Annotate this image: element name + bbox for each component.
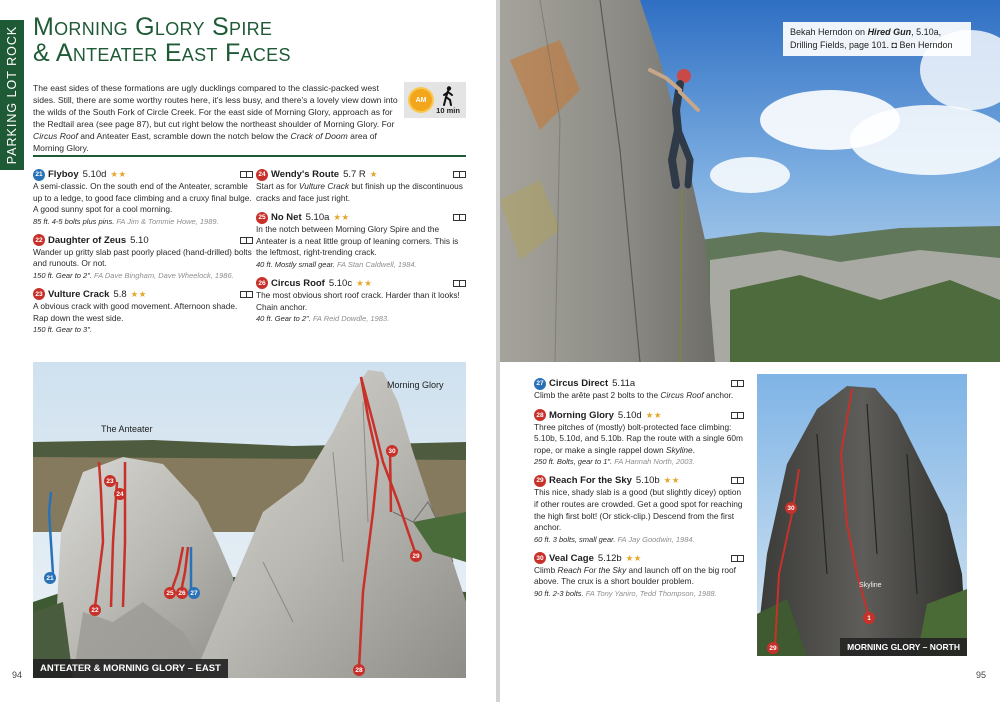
topo-marker-21: 21 — [44, 572, 56, 584]
route-description: A semi-classic. On the south end of the Anteater, scramble up to a ledge, to good face climbing and a cruxy final bulge. A good sunny spot for a cool morning. — [33, 181, 252, 215]
title-divider — [33, 155, 466, 157]
route-grade: 5.10c — [328, 277, 353, 289]
page-number-right: 95 — [975, 670, 986, 680]
route-stars: ★★ — [663, 475, 680, 486]
route-24 — [256, 168, 466, 204]
route-number-badge: 22 — [33, 234, 45, 246]
route-grade: 5.10b — [635, 475, 660, 487]
tick-box-icon[interactable] — [731, 555, 744, 562]
route-number-badge: 21 — [33, 169, 45, 181]
route-26 — [256, 277, 466, 324]
route-name: Morning Glory — [549, 409, 614, 421]
route-stars: ★★ — [356, 277, 373, 288]
tick-box-icon[interactable] — [240, 171, 253, 178]
topo-photo-east — [33, 362, 466, 678]
route-name: Flyboy — [48, 169, 79, 180]
photo-credit: Bekah Herndon on Hired Gun, 5.10a, Drilling Fields, page 101. ◘ Ben Herndon — [783, 22, 971, 56]
intro-emphasis-1: Circus Roof — [33, 131, 78, 142]
topo-marker-26: 26 — [176, 587, 188, 599]
page-number-left: 94 — [12, 670, 23, 680]
route-description: The most obvious short roof crack. Harder than it looks! Chain anchor. — [256, 289, 460, 312]
first-ascent: FA Reid Dowdle, 1983. — [312, 314, 390, 324]
route-grade: 5.10d — [617, 409, 642, 421]
intro-paragraph — [33, 82, 401, 155]
topo-marker-29: 29 — [767, 642, 779, 654]
climber-photo — [500, 0, 1000, 362]
label-the-anteater: The Anteater — [101, 424, 153, 434]
route-name: Reach For the Sky — [549, 475, 632, 487]
route-30 — [534, 552, 744, 599]
route-grade: 5.12b — [597, 552, 622, 564]
route-number-badge: 26 — [256, 277, 268, 289]
topo-marker-30: 30 — [386, 445, 398, 457]
route-name: Veal Cage — [549, 552, 594, 564]
topo-marker-27: 27 — [188, 587, 200, 599]
route-description: This nice, shady slab is a good (but slightly dicey) option if other routes are crowded. Get a good spot for reaching the high first bolt! (Or stick-clip.) Descend from the first anchor. — [534, 487, 743, 533]
first-ascent: FA Hannah North, 2003. — [614, 457, 695, 467]
photo-caption-north: MORNING GLORY – NORTH — [840, 638, 967, 656]
topo-illustration-north — [757, 374, 967, 656]
sun-icon — [410, 89, 432, 111]
route-grade: 5.10a — [305, 212, 330, 224]
route-22 — [33, 234, 253, 281]
route-27 — [534, 377, 744, 402]
topo-photo-north — [757, 374, 967, 656]
route-25 — [256, 211, 466, 270]
route-23 — [33, 288, 253, 335]
route-details: 40 ft. Gear to 2". FA Reid Dowdle, 1983. — [256, 314, 390, 324]
route-column-3 — [534, 377, 744, 606]
route-28 — [534, 409, 744, 468]
route-grade: 5.10d — [82, 169, 107, 180]
section-tab-label: PARKING LOT ROCK — [5, 25, 20, 165]
first-ascent: FA Tony Yaniro, Tedd Thompson, 1988. — [585, 588, 717, 598]
page-title — [33, 14, 291, 66]
intro-emphasis-2: Crack of Doom — [290, 131, 348, 142]
first-ascent: FA Stan Caldwell, 1984. — [337, 259, 417, 269]
tick-box-icon[interactable] — [453, 171, 466, 178]
route-details: 85 ft. 4-5 bolts plus pins. FA Jim & Tommie Howe, 1989. — [33, 216, 219, 226]
route-name: Daughter of Zeus — [48, 234, 127, 246]
route-stars: ★★ — [130, 288, 147, 299]
approach-info — [404, 82, 466, 118]
route-details: 90 ft. 2-3 bolts. FA Tony Yaniro, Tedd Thompson, 1988. — [534, 588, 717, 598]
route-column-2 — [256, 168, 466, 331]
right-page — [500, 0, 1000, 702]
intro-text-2: and Anteater East, scramble down the notch below the — [77, 131, 291, 142]
topo-marker-23: 23 — [104, 475, 116, 487]
route-details: 60 ft. 3 bolts, small gear. FA Jay Goodwin, 1984. — [534, 534, 695, 544]
route-description: In the notch between Morning Glory Spire and the Anteater is a neat little group of leaning corners. This is the leftmost, right-trending crack. — [256, 224, 459, 258]
route-grade: 5.8 — [113, 288, 127, 300]
topo-illustration-east — [33, 362, 466, 678]
camera-icon: ◘ — [891, 40, 897, 50]
route-grade: 5.10 — [130, 234, 149, 246]
tick-box-icon[interactable] — [731, 412, 744, 419]
route-details: 250 ft. Bolts, gear to 1". FA Hannah North, 2003. — [534, 457, 695, 467]
route-details: 150 ft. Gear to 2". FA Dave Bingham, Dave Wheelock, 1986. — [33, 270, 234, 280]
route-number-badge: 27 — [534, 378, 546, 390]
photo-caption-east: ANTEATER & MORNING GLORY – EAST — [33, 659, 228, 678]
route-name: Vulture Crack — [48, 288, 110, 300]
topo-marker-25: 25 — [164, 587, 176, 599]
section-tab — [0, 20, 24, 170]
route-stars: ★ — [369, 169, 378, 179]
first-ascent: FA Dave Bingham, Dave Wheelock, 1986. — [94, 270, 234, 280]
route-number-badge: 23 — [33, 288, 45, 300]
topo-marker-28: 28 — [353, 664, 365, 676]
route-name: Circus Direct — [549, 378, 609, 389]
tick-box-icon[interactable] — [453, 280, 466, 287]
topo-marker-29: 29 — [410, 550, 422, 562]
tick-box-icon[interactable] — [453, 214, 466, 221]
topo-marker-1: 1 — [863, 612, 875, 624]
left-page — [0, 0, 496, 702]
title-line-1: Morning Glory Spire — [33, 13, 273, 41]
route-description: Climb Reach For the Sky and launch off on the big roof above. The crux is a short boulder problem. — [534, 564, 736, 587]
label-morning-glory: Morning Glory — [387, 380, 444, 390]
tick-box-icon[interactable] — [731, 380, 744, 387]
route-number-badge: 29 — [534, 475, 546, 487]
topo-marker-24: 24 — [114, 488, 126, 500]
title-line-2: & Anteater East Faces — [33, 39, 291, 67]
route-name: Circus Roof — [271, 277, 325, 289]
first-ascent: FA Jay Goodwin, 1984. — [617, 534, 695, 544]
route-column-1 — [33, 168, 253, 342]
route-number-badge: 24 — [256, 169, 268, 181]
route-name: No Net — [271, 212, 302, 224]
route-name: Wendy's Route — [271, 169, 340, 180]
route-stars: ★★ — [110, 169, 127, 179]
route-details: 150 ft. Gear to 3". — [33, 325, 92, 335]
tick-box-icon[interactable] — [731, 477, 744, 484]
route-description: Climb the arête past 2 bolts to the Circus Roof anchor. — [534, 390, 734, 400]
route-stars: ★★ — [645, 409, 662, 420]
intro-text-1: The east sides of these formations are ugly ducklings compared to the classic-packed west sides. Still, there are some worthy routes here, it's less busy, and there's a lovely view down into the wilds of the South Fork of Circle Creek. For the east side of Morning Glory, approach as for the Redtail area (see page 87), but cut right below the northeast shoulder of Morning Glory. For — [33, 83, 398, 130]
first-ascent: FA Jim & Tommie Howe, 1989. — [116, 216, 219, 226]
route-number-badge: 30 — [534, 552, 546, 564]
route-description: Three pitches of (mostly) bolt-protected face climbing: 5.10b, 5.10d, and 5.10b. Rap the route with a single 60m rope, or make a single rappel down Skyline. — [534, 421, 743, 455]
tick-box-icon[interactable] — [240, 291, 253, 298]
route-number-badge: 25 — [256, 212, 268, 224]
route-stars: ★★ — [333, 212, 350, 223]
route-grade: 5.11a — [612, 378, 636, 389]
intro-text-3: area of Morning Glory. — [33, 131, 377, 154]
walk-time — [436, 86, 460, 115]
route-29 — [534, 474, 744, 544]
route-description: A obvious crack with good movement. Afternoon shade. Rap down the west side. — [33, 300, 238, 323]
tick-box-icon[interactable] — [240, 237, 253, 244]
route-21 — [33, 168, 253, 227]
hiker-icon — [441, 86, 455, 106]
topo-marker-22: 22 — [89, 604, 101, 616]
sun-label: AM — [415, 96, 427, 104]
walk-time-label: 10 min — [436, 105, 460, 115]
route-description: Start as for Vulture Crack but finish up the discontinuous cracks and face just right. — [256, 181, 463, 203]
route-number-badge: 28 — [534, 409, 546, 421]
route-description: Wander up gritty slab past poorly placed (hand-drilled) bolts and runouts. Or not. — [33, 246, 252, 269]
route-stars: ★★ — [625, 552, 642, 563]
topo-marker-30: 30 — [785, 502, 797, 514]
route-details: 40 ft. Mostly small gear. FA Stan Caldwell, 1984. — [256, 259, 417, 269]
route-grade: 5.7 R — [343, 169, 366, 180]
label-skyline: Skyline — [859, 582, 882, 589]
